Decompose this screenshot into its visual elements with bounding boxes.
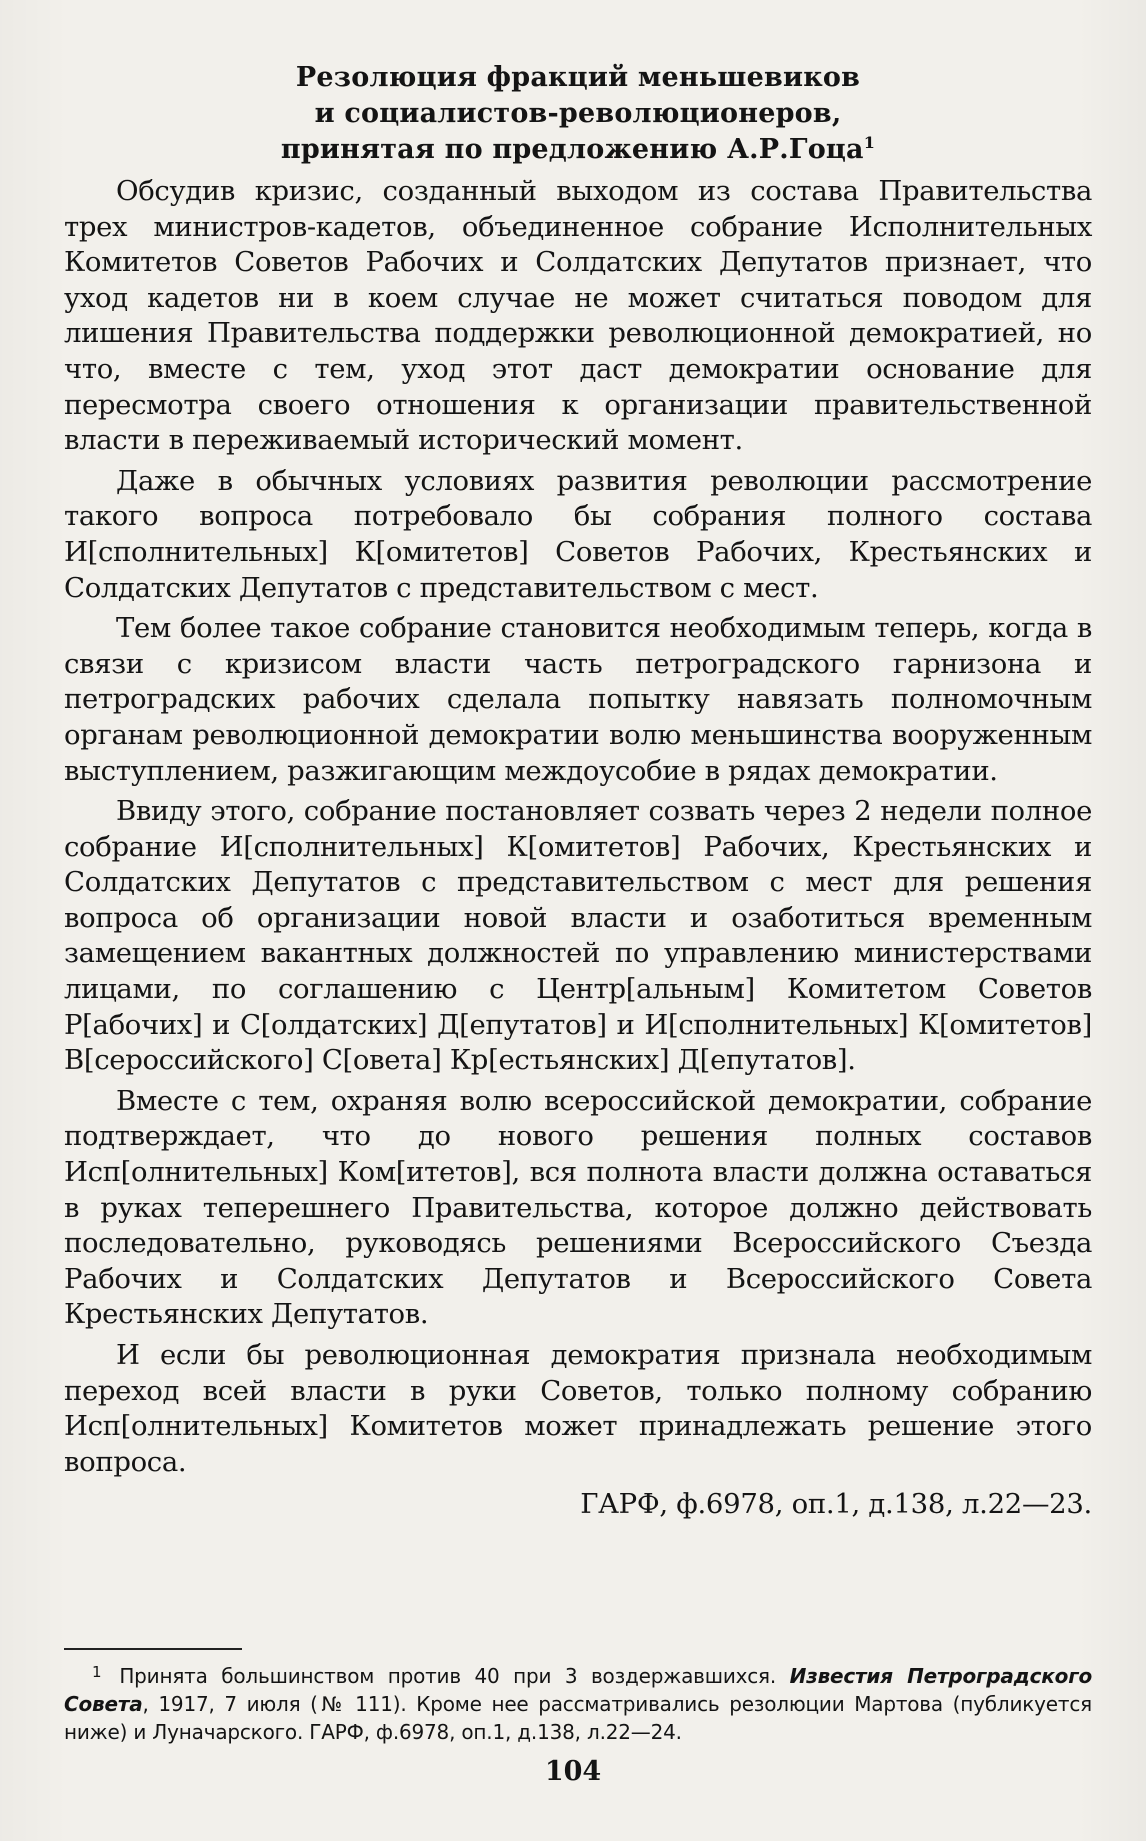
footnote-1: [64, 1658, 1092, 1746]
footnote-text-after: , 1917, 7 июля (№ 111). Кроме нее рассматривались резолюции Мартова (публикуется ниже) и Луначарского. ГАРФ, ф.6978, оп.1, д.138, л.22—24.: [64, 1692, 1092, 1744]
paragraph-4: Ввиду этого, собрание постановляет созвать через 2 недели полное собрание И[сполнительных] К[омитетов] Рабочих, Крестьянских и Солдатских Депутатов с представительством с мест для решения вопроса об организации новой власти и озаботиться временным замещением вакантных должностей по управлению министерствами лицами, по соглашению с Центр[альным] Комитетом Советов Р[абочих] и С[олдатских] Д[епутатов] и И[сполнительных] К[омитетов] В[сероссийского] С[овета] Кр[естьянских] Д[епутатов].: [64, 795, 1092, 1077]
title-footnote-ref[interactable]: 1: [863, 133, 876, 152]
title-line-1: Резолюция фракций меньшевиков: [295, 62, 861, 93]
footnote-mark: 1: [92, 1663, 102, 1681]
footnote-journal-title: Известия Петроградского Совета: [64, 1664, 1092, 1716]
paragraph-3: Тем более такое собрание становится необходимым теперь, когда в связи с кризисом власти часть петроградского гарнизона и петроградских рабочих сделала попытку навязать полномочным органам революционной демократии волю меньшинства вооруженным выступлением, разжигающим междоусобие в рядах демократии.: [64, 612, 1092, 787]
title-line-3: [64, 132, 1092, 168]
page-number: 104: [544, 1756, 602, 1787]
paragraph-2: Даже в обычных условиях развития революции рассмотрение такого вопроса потребовало бы собрания полного состава И[сполнительных] К[омитетов] Советов Рабочих, Крестьянских и Солдатских Депутатов с представительством с мест.: [64, 464, 1092, 604]
paragraph-6: И если бы революционная демократия признала необходимым переход всей власти в руки Советов, только полному собранию Исп[олнительных] Комитетов может принадлежать решение этого вопроса.: [64, 1339, 1092, 1478]
paragraph-1: Обсудив кризис, созданный выходом из состава Правительства трех министров-кадетов, объединенное собрание Исполнительных Комитетов Советов Рабочих и Солдатских Депутатов признает, что уход кадетов ни в коем случае не может считаться поводом для лишения Правительства поддержки революционной демократией, но что, вместе с тем, уход этот даст демократии основание для пересмотра своего отношения к организации правительственной власти в переживаемый исторический момент.: [64, 175, 1092, 457]
paragraph-5: Вместе с тем, охраняя волю всероссийской демократии, собрание подтверждает, что до нового решения полных составов Исп[олнительных] Ком[итетов], вся полнота власти должна оставаться в руках теперешнего Правительства, которое должно действовать последовательно, руководясь решениями Всероссийского Съезда Рабочих и Солдатских Депутатов и Всероссийского Совета Крестьянских Депутатов.: [64, 1084, 1092, 1331]
footnote-divider: [64, 1648, 242, 1650]
resolution-body: [64, 174, 1092, 1480]
title-line-2: и социалистов-революционеров,: [314, 98, 842, 129]
resolution-title: [64, 60, 1092, 168]
footnotes-section: [64, 1648, 1092, 1746]
main-content: [64, 60, 1092, 1522]
footnote-text-before: Принята большинством против 40 при 3 воздержавшихся.: [119, 1664, 790, 1688]
archive-source: ГАРФ, ф.6978, оп.1, д.138, л.22—23.: [580, 1488, 1092, 1521]
title-line-3-text: принятая по предложению А.Р.Гоца: [280, 134, 864, 165]
